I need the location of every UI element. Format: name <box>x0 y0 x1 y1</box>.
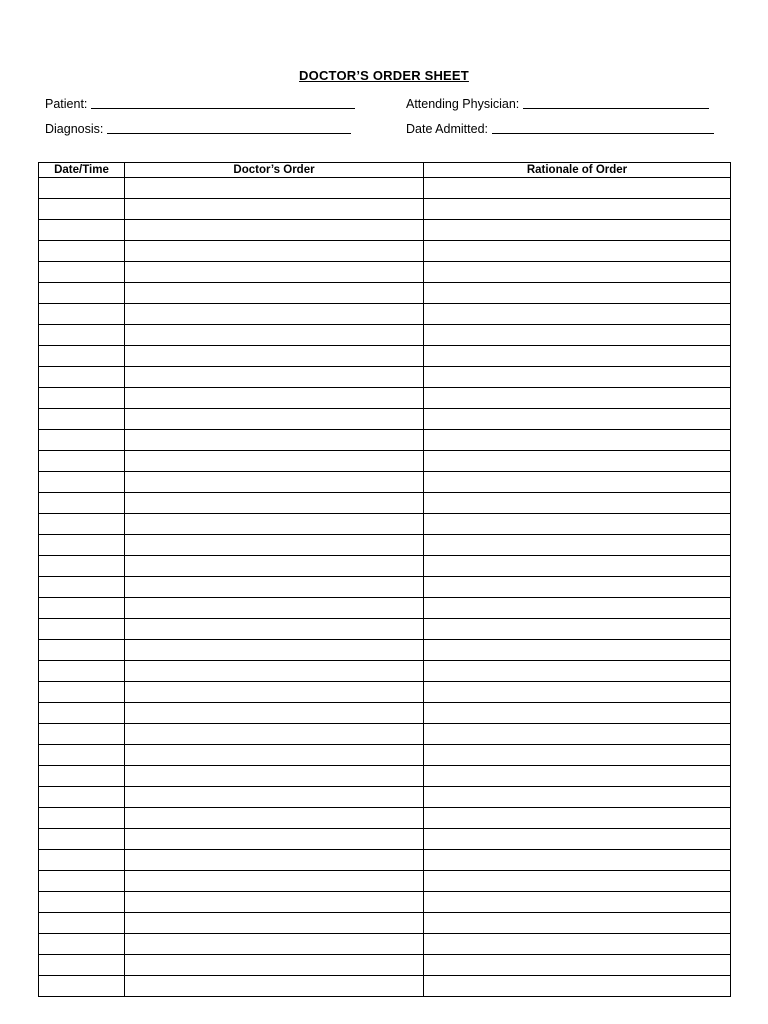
rationale-cell[interactable] <box>424 409 731 430</box>
date-time-cell[interactable] <box>39 430 125 451</box>
order-row <box>39 220 731 241</box>
date-time-cell[interactable] <box>39 262 125 283</box>
doctors-order-cell[interactable] <box>125 178 424 199</box>
order-row <box>39 787 731 808</box>
rationale-cell[interactable] <box>424 640 731 661</box>
date-time-cell[interactable] <box>39 346 125 367</box>
date-time-cell[interactable] <box>39 661 125 682</box>
date-time-cell[interactable] <box>39 682 125 703</box>
order-row <box>39 535 731 556</box>
date-time-cell[interactable] <box>39 976 125 997</box>
order-row <box>39 325 731 346</box>
doctors-order-cell[interactable] <box>125 640 424 661</box>
rationale-cell[interactable] <box>424 304 731 325</box>
doctors-order-cell[interactable] <box>125 325 424 346</box>
patient-input-line[interactable] <box>91 107 355 109</box>
doctors-order-cell[interactable] <box>125 199 424 220</box>
rationale-cell[interactable] <box>424 892 731 913</box>
rationale-cell[interactable] <box>424 850 731 871</box>
order-row <box>39 976 731 997</box>
rationale-cell[interactable] <box>424 703 731 724</box>
doctors-order-cell[interactable] <box>125 451 424 472</box>
rationale-cell[interactable] <box>424 283 731 304</box>
doctors-order-cell[interactable] <box>125 661 424 682</box>
date-time-cell[interactable] <box>39 493 125 514</box>
doctors-order-cell[interactable] <box>125 493 424 514</box>
order-row <box>39 871 731 892</box>
doctors-order-cell[interactable] <box>125 472 424 493</box>
attending-physician-input-line[interactable] <box>523 107 709 109</box>
patient-field <box>45 97 355 111</box>
doctors-order-cell[interactable] <box>125 703 424 724</box>
date-time-cell[interactable] <box>39 829 125 850</box>
rationale-cell[interactable] <box>424 367 731 388</box>
rationale-cell[interactable] <box>424 787 731 808</box>
rationale-cell[interactable] <box>424 493 731 514</box>
rationale-cell[interactable] <box>424 682 731 703</box>
doctors-order-cell[interactable] <box>125 262 424 283</box>
date-time-cell[interactable] <box>39 388 125 409</box>
rationale-cell[interactable] <box>424 535 731 556</box>
date-time-cell[interactable] <box>39 598 125 619</box>
date-time-cell[interactable] <box>39 220 125 241</box>
order-row <box>39 346 731 367</box>
order-row <box>39 724 731 745</box>
rationale-cell[interactable] <box>424 241 731 262</box>
order-row <box>39 262 731 283</box>
date-time-cell[interactable] <box>39 913 125 934</box>
doctors-order-cell[interactable] <box>125 577 424 598</box>
doctors-order-cell[interactable] <box>125 409 424 430</box>
diagnosis-label: Diagnosis: <box>45 122 104 136</box>
rationale-cell[interactable] <box>424 178 731 199</box>
rationale-cell[interactable] <box>424 766 731 787</box>
order-row <box>39 703 731 724</box>
date-time-cell[interactable] <box>39 619 125 640</box>
doctors-order-cell[interactable] <box>125 598 424 619</box>
date-time-cell[interactable] <box>39 724 125 745</box>
date-admitted-input-line[interactable] <box>492 132 714 134</box>
rationale-cell[interactable] <box>424 724 731 745</box>
doctors-order-cell[interactable] <box>125 934 424 955</box>
rationale-cell[interactable] <box>424 661 731 682</box>
date-time-cell[interactable] <box>39 808 125 829</box>
rationale-cell[interactable] <box>424 976 731 997</box>
date-time-cell[interactable] <box>39 955 125 976</box>
rationale-cell[interactable] <box>424 829 731 850</box>
date-time-cell[interactable] <box>39 283 125 304</box>
date-time-cell[interactable] <box>39 514 125 535</box>
order-row <box>39 451 731 472</box>
rationale-cell[interactable] <box>424 262 731 283</box>
rationale-cell[interactable] <box>424 556 731 577</box>
rationale-cell[interactable] <box>424 451 731 472</box>
rationale-cell[interactable] <box>424 388 731 409</box>
order-row <box>39 241 731 262</box>
rationale-cell[interactable] <box>424 871 731 892</box>
doctors-order-cell[interactable] <box>125 346 424 367</box>
order-row <box>39 388 731 409</box>
date-admitted-label: Date Admitted: <box>406 122 488 136</box>
date-time-cell[interactable] <box>39 451 125 472</box>
order-row <box>39 619 731 640</box>
doctors-order-cell[interactable] <box>125 388 424 409</box>
rationale-cell[interactable] <box>424 430 731 451</box>
doctors-order-cell[interactable] <box>125 787 424 808</box>
doctors-order-cell[interactable] <box>125 514 424 535</box>
doctors-order-cell[interactable] <box>125 367 424 388</box>
header-rationale-of-order: Rationale of Order <box>424 163 731 178</box>
document-title: DOCTOR’S ORDER SHEET <box>299 68 469 83</box>
rationale-cell[interactable] <box>424 934 731 955</box>
order-row <box>39 493 731 514</box>
doctors-order-cell[interactable] <box>125 283 424 304</box>
doctors-order-cell[interactable] <box>125 556 424 577</box>
rationale-cell[interactable] <box>424 955 731 976</box>
date-time-cell[interactable] <box>39 241 125 262</box>
order-row <box>39 640 731 661</box>
date-time-cell[interactable] <box>39 304 125 325</box>
order-row <box>39 409 731 430</box>
rationale-cell[interactable] <box>424 220 731 241</box>
order-row <box>39 850 731 871</box>
order-row <box>39 661 731 682</box>
rationale-cell[interactable] <box>424 745 731 766</box>
date-time-cell[interactable] <box>39 409 125 430</box>
doctors-order-cell[interactable] <box>125 892 424 913</box>
diagnosis-input-line[interactable] <box>107 132 351 134</box>
date-time-cell[interactable] <box>39 178 125 199</box>
doctors-order-cell[interactable] <box>125 913 424 934</box>
date-time-cell[interactable] <box>39 892 125 913</box>
order-row <box>39 199 731 220</box>
patient-label: Patient: <box>45 97 88 111</box>
rationale-cell[interactable] <box>424 619 731 640</box>
doctors-order-cell[interactable] <box>125 430 424 451</box>
date-time-cell[interactable] <box>39 703 125 724</box>
date-time-cell[interactable] <box>39 577 125 598</box>
date-time-cell[interactable] <box>39 745 125 766</box>
orders-table <box>38 162 731 997</box>
attending-physician-field <box>406 97 709 111</box>
rationale-cell[interactable] <box>424 325 731 346</box>
doctors-order-cell[interactable] <box>125 304 424 325</box>
order-row <box>39 598 731 619</box>
doctors-order-cell[interactable] <box>125 745 424 766</box>
rationale-cell[interactable] <box>424 514 731 535</box>
doctors-order-cell[interactable] <box>125 766 424 787</box>
doctors-order-cell[interactable] <box>125 535 424 556</box>
order-row <box>39 514 731 535</box>
order-row <box>39 808 731 829</box>
orders-table-body <box>39 178 731 997</box>
date-time-cell[interactable] <box>39 850 125 871</box>
order-row <box>39 745 731 766</box>
order-row <box>39 283 731 304</box>
date-time-cell[interactable] <box>39 556 125 577</box>
doctors-order-cell[interactable] <box>125 955 424 976</box>
order-row <box>39 682 731 703</box>
order-row <box>39 913 731 934</box>
rationale-cell[interactable] <box>424 199 731 220</box>
date-time-cell[interactable] <box>39 640 125 661</box>
date-time-cell[interactable] <box>39 787 125 808</box>
date-time-cell[interactable] <box>39 199 125 220</box>
date-time-cell[interactable] <box>39 535 125 556</box>
header-date-time: Date/Time <box>39 163 125 178</box>
order-row <box>39 472 731 493</box>
header-doctors-order: Doctor’s Order <box>125 163 424 178</box>
rationale-cell[interactable] <box>424 598 731 619</box>
order-row <box>39 367 731 388</box>
doctors-order-cell[interactable] <box>125 682 424 703</box>
order-row <box>39 556 731 577</box>
date-time-cell[interactable] <box>39 871 125 892</box>
date-time-cell[interactable] <box>39 367 125 388</box>
order-row <box>39 934 731 955</box>
doctors-order-cell[interactable] <box>125 850 424 871</box>
date-time-cell[interactable] <box>39 472 125 493</box>
order-row <box>39 955 731 976</box>
orders-table-header-row <box>39 163 731 178</box>
rationale-cell[interactable] <box>424 346 731 367</box>
date-time-cell[interactable] <box>39 766 125 787</box>
date-admitted-field <box>406 122 714 136</box>
diagnosis-field <box>45 122 351 136</box>
attending-physician-label: Attending Physician: <box>406 97 520 111</box>
order-row <box>39 430 731 451</box>
rationale-cell[interactable] <box>424 913 731 934</box>
doctors-order-cell[interactable] <box>125 871 424 892</box>
doctors-order-cell[interactable] <box>125 808 424 829</box>
date-time-cell[interactable] <box>39 934 125 955</box>
doctors-order-cell[interactable] <box>125 220 424 241</box>
doctors-order-cell[interactable] <box>125 724 424 745</box>
order-row <box>39 304 731 325</box>
doctors-order-cell[interactable] <box>125 976 424 997</box>
doctors-order-cell[interactable] <box>125 619 424 640</box>
rationale-cell[interactable] <box>424 472 731 493</box>
order-row <box>39 577 731 598</box>
order-row <box>39 766 731 787</box>
rationale-cell[interactable] <box>424 577 731 598</box>
order-row <box>39 829 731 850</box>
doctors-order-cell[interactable] <box>125 829 424 850</box>
order-row <box>39 892 731 913</box>
doctors-order-cell[interactable] <box>125 241 424 262</box>
date-time-cell[interactable] <box>39 325 125 346</box>
rationale-cell[interactable] <box>424 808 731 829</box>
order-row <box>39 178 731 199</box>
